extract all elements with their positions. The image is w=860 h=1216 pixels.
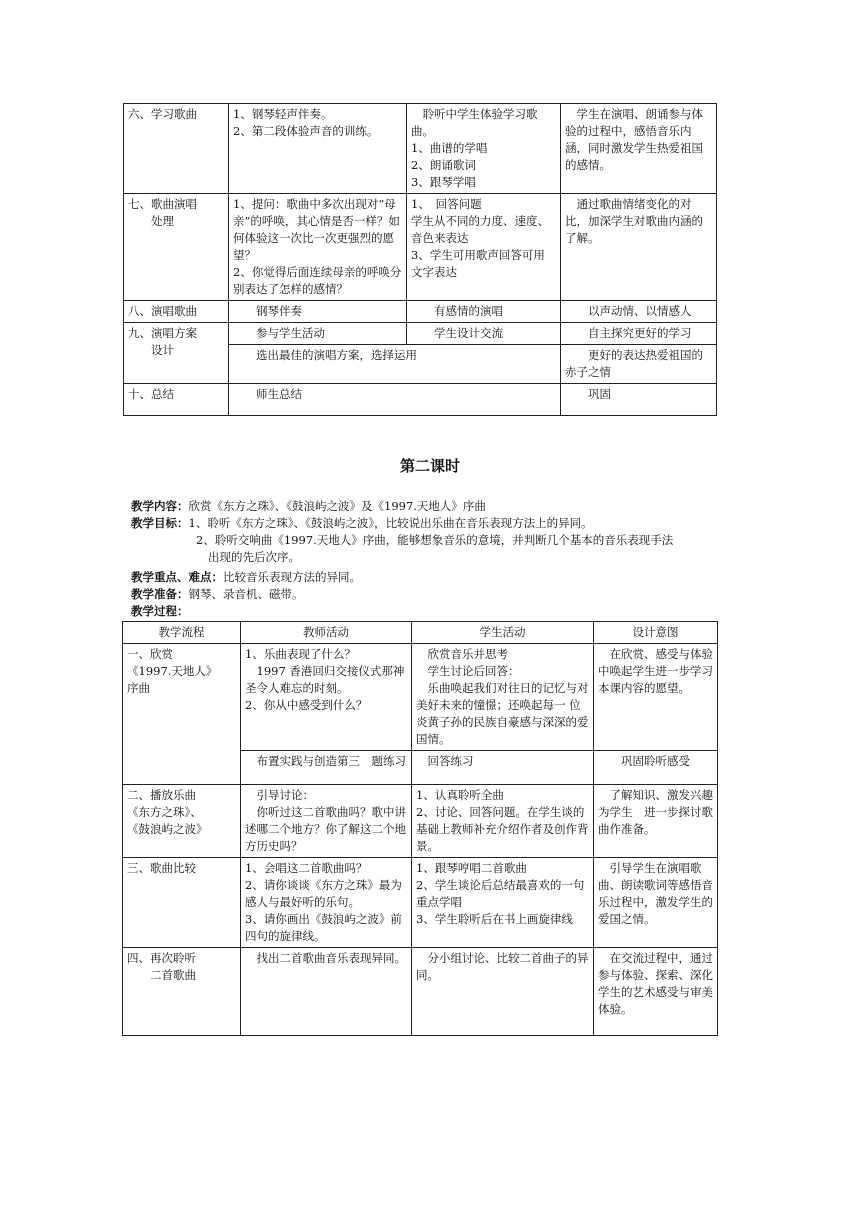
table-cell: 通过歌曲情绪变化的对比，加深学生对歌曲内涵的了解。 — [561, 194, 717, 301]
table-header-row — [123, 622, 718, 644]
table-cell: 巩固聆听感受 — [594, 751, 718, 785]
teaching-prep-text: 钢琴、录音机、磁带。 — [188, 587, 304, 601]
table-cell: 有感情的演唱 — [407, 301, 561, 323]
table-row — [123, 858, 718, 948]
teaching-content-text: 欣赏《东方之珠》、《鼓浪屿之波》及《1997.天地人》序曲 — [188, 499, 486, 513]
lesson1-process-table — [123, 103, 717, 416]
table-cell: 学生设计交流 — [407, 323, 561, 345]
teaching-goals — [131, 515, 751, 532]
table-cell: 八、演唱歌曲 — [124, 301, 229, 323]
lesson2-process-table — [122, 621, 718, 1036]
table-cell: 更好的表达热爱祖国的赤子之情 — [561, 345, 717, 384]
table-cell: 三、歌曲比较 — [123, 858, 241, 948]
table-row — [124, 384, 717, 416]
teaching-focus-label: 教学重点、难点： — [131, 570, 223, 584]
table-cell: 1、乐曲表现了什么？ 1997 香港回归交接仪式那神圣令人难忘的时刻。 2、你从中感受到什么？ — [241, 644, 412, 751]
table-cell: 参与学生活动 — [229, 323, 407, 345]
table-cell: 巩固 — [561, 384, 717, 416]
teaching-process-label: 教学过程： — [131, 604, 189, 618]
table-row — [124, 301, 717, 323]
teaching-goals-label: 教学目标： — [131, 516, 189, 530]
table-cell: 师生总结 — [229, 384, 561, 416]
teaching-content — [131, 498, 751, 515]
table-cell: 钢琴伴奏 — [229, 301, 407, 323]
table-cell: 四、再次聆听 二首歌曲 — [123, 948, 241, 1036]
table-header: 学生活动 — [412, 622, 594, 644]
table-row — [124, 104, 717, 194]
table-cell: 1、会唱这二首歌曲吗？ 2、请你谈谈《东方之珠》最为感人与最好听的乐句。 3、请你画出《鼓浪屿之波》前四句的旋律线。 — [241, 858, 412, 948]
table-cell: 学生在演唱、朗诵参与体验的过程中，感悟音乐内涵，同时激发学生热爱祖国的感情。 — [561, 104, 717, 194]
table-row — [124, 194, 717, 301]
teaching-goal-2: 2、聆听交响曲《1997.天地人》序曲，能够想象音乐的意境，并判断几个基本的音乐表现手法 — [196, 533, 674, 547]
table-row — [123, 785, 718, 858]
table-cell: 欣赏音乐并思考 学生讨论后回答： 乐曲唤起我们对往日的记忆与对美好未来的憧憬；还唤起每一 位炎黄子孙的民族自豪感与深深的爱国情。 — [412, 644, 594, 751]
table-cell: 引导学生在演唱歌曲、朗读歌词等感悟音乐过程中，激发学生的爱国之情。 — [594, 858, 718, 948]
table-cell: 六、学习歌曲 — [124, 104, 229, 194]
table-header: 教师活动 — [241, 622, 412, 644]
table-row — [124, 323, 717, 345]
table-cell: 选出最佳的演唱方案，选择运用 — [229, 345, 561, 384]
teaching-focus — [131, 569, 751, 586]
table-cell: 以声动情、以情感人 — [561, 301, 717, 323]
table-cell: 引导讨论： 你听过这二首歌曲吗？歌中讲述哪二个地方？你了解这二个地方历史吗？ — [241, 785, 412, 858]
table-cell: 二、播放乐曲 《东方之珠》、 《鼓浪屿之波》 — [123, 785, 241, 858]
teaching-goal-1: 1、聆听《东方之珠》、《鼓浪屿之波》，比较说出乐曲在音乐表现方法上的异同。 — [188, 516, 593, 530]
table-row — [123, 948, 718, 1036]
table-cell: 在交流过程中，通过参与体验、探索、深化学生的艺术感受与审美体验。 — [594, 948, 718, 1036]
table-cell: 了解知识、激发兴趣为学生 进一步探讨歌曲作准备。 — [594, 785, 718, 858]
table-cell: 找出二首歌曲音乐表现异同。 — [241, 948, 412, 1036]
table-cell: 1、 回答问题 学生从不同的力度、速度、音色来表达 3、学生可用歌声回答可用文字表达 — [407, 194, 561, 301]
table-cell: 1、提问：歌曲中多次出现对“母亲”的呼唤，其心情是否一样？如何体验这一次比一次更强烈的愿望？ 2、你觉得后面连续母亲的呼唤分别表达了怎样的感情？ — [229, 194, 407, 301]
table-row — [123, 644, 718, 751]
table-header: 教学流程 — [123, 622, 241, 644]
teaching-goal-2-block — [196, 532, 751, 566]
table-cell: 九、演唱方案 设计 — [124, 323, 229, 384]
table-cell: 七、歌曲演唱 处理 — [124, 194, 229, 301]
table-cell: 布置实践与创造第三 题练习 — [241, 751, 412, 785]
teaching-process — [131, 603, 751, 620]
table-cell: 自主探究更好的学习 — [561, 323, 717, 345]
table-cell: 在欣赏、感受与体验中唤起学生进一步学习本课内容的愿望。 — [594, 644, 718, 751]
table-cell: 1、认真聆听全曲 2、讨论、回答问题。在学生谈的基础上教师补充介绍作者及创作背景。 — [412, 785, 594, 858]
teaching-focus-text: 比较音乐表现方法的异同。 — [223, 570, 361, 584]
table-cell: 一、欣赏 《1997.天地人》 序曲 — [123, 644, 241, 785]
table-cell: 1、钢琴轻声伴奏。 2、第二段体验声音的训练。 — [229, 104, 407, 194]
table-cell: 回答练习 — [412, 751, 594, 785]
teaching-content-label: 教学内容： — [131, 499, 189, 513]
lesson2-title: 第二课时 — [399, 457, 460, 475]
table-cell: 十、总结 — [124, 384, 229, 416]
table-header: 设计意图 — [594, 622, 718, 644]
teaching-goal-2-continued: 出现的先后次序。 — [208, 550, 300, 564]
table-cell: 1、跟琴哼唱二首歌曲 2、学生谈论后总结最喜欢的一句重点学唱 3、学生聆听后在书上画旋律线 — [412, 858, 594, 948]
teaching-prep-label: 教学准备： — [131, 587, 189, 601]
teaching-prep — [131, 586, 751, 603]
table-cell: 聆听中学生体验学习歌曲。 1、曲谱的学唱 2、朗诵歌词 3、跟琴学唱 — [407, 104, 561, 194]
table-cell: 分小组讨论、比较二首曲子的异同。 — [412, 948, 594, 1036]
